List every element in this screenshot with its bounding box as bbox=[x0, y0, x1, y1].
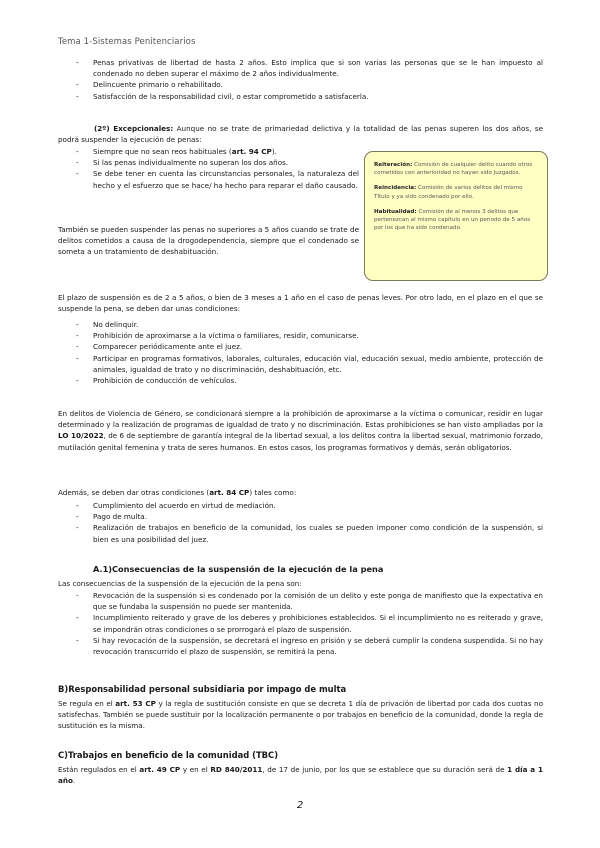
violencia-genero-paragraph: En delitos de Violencia de Género, se condicionará siempre a la prohibición de aproximarse a la víctima o comunicar, residir en lugar determinado y la realización de programas de igualdad de trato y no discriminación. Estas prohibiciones se han visto ampliadas por la LO 10/2022, de 6 de septiembre de garantía integral de la libertad sexual, a los delitos contra la libertad sexual, matrimonio forzado, mutilación genital femenina y trata de seres humanos. En estos casos, los programas formativos y demás, serán obligatorios. bbox=[58, 409, 543, 452]
list-item: - Revocación de la suspensión si es condenado por la comisión de un delito y este ponga de manifiesto que la expectativa en que se fundaba la suspensión no puede ser mantenida. bbox=[58, 590, 543, 612]
list-item: - Siempre que no sean reos habituales (art. 94 CP). bbox=[58, 146, 359, 157]
definitions-callout bbox=[364, 151, 548, 281]
section-c-heading: C)Trabajos en beneficio de la comunidad (TBC) bbox=[58, 750, 279, 760]
section-a1-intro: Las consecuencias de la suspensión de la ejecución de la pena son: bbox=[58, 579, 302, 588]
section-b-paragraph: Se regula en el art. 53 CP y la regla de sustitución consiste en que se decreta 1 día de privación de libertad por cada dos cuotas no satisfechas. También se puede sustituir por la localización permanente o por trabajos en beneficio de la comunidad, donde la regla de sustitución es la misma. bbox=[58, 699, 543, 731]
list-item: - Se debe tener en cuenta las circunstancias personales, la naturaleza del hecho y el esfuerzo que se hace/ ha hecho para reparar el daño causado. bbox=[58, 168, 359, 190]
list-item: - No delinquir. bbox=[58, 319, 543, 330]
list-item: - Realización de trabajos en beneficio de la comunidad, los cuales se pueden imponer como condición de la suspensión, si bien es una posibilidad del juez. bbox=[58, 522, 543, 544]
list-item: - Participar en programas formativos, laborales, culturales, educación vial, educación sexual, medio ambiente, protección de animales, igualdad de trato y no discriminación, deshabituación, etc. bbox=[58, 353, 543, 375]
plazo-paragraph: El plazo de suspensión es de 2 a 5 años, o bien de 3 meses a 1 año en el caso de penas leves. Por otro lado, en el plazo en el que se suspende la pena, se deben dar unas condiciones: bbox=[58, 293, 543, 314]
section-b-heading: B)Responsabilidad personal subsidiaria por impago de multa bbox=[58, 684, 347, 694]
list-item: - Prohibición de conducción de vehículos. bbox=[58, 375, 543, 386]
list-item: - Satisfacción de la responsabilidad civil, o estar comprometido a satisfacerla. bbox=[58, 91, 543, 102]
reiteracion-definition: Reiteración: Comisión de cualquier delito cuando otros cometidos con anterioridad no hayan sido juzgados. bbox=[374, 162, 533, 177]
requirements-list bbox=[58, 57, 543, 102]
excepcionales-label: (2º) Excepcionales: bbox=[94, 124, 174, 133]
page-header: Tema 1-Sistemas Penitenciarios bbox=[58, 37, 196, 47]
conditions-list bbox=[58, 319, 543, 386]
section-c-paragraph: Están regulados en el art. 49 CP y en el RD 840/2011, de 17 de junio, por los que se establece que su duración será de 1 día a 1 año. bbox=[58, 765, 543, 786]
list-item: - Prohibición de aproximarse a la víctima o familiares, residir, comunicarse. bbox=[58, 330, 543, 341]
list-item: - Incumplimiento reiterado y grave de los deberes y prohibiciones establecidos. Si el incumplimiento no es reiterado y grave, se impondrán otras condiciones o se prorrogará el plazo de suspensión. bbox=[58, 612, 543, 634]
ademas-paragraph: Además, se deben dar otras condiciones (art. 84 CP) tales como: bbox=[58, 488, 297, 497]
excepcionales-list bbox=[58, 146, 359, 191]
list-item: - Comparecer periódicamente ante el juez. bbox=[58, 341, 543, 352]
list-item: - Penas privativas de libertad de hasta 2 años. Esto implica que si son varias las personas que se le han impuesto al condenado no deben superar el máximo de 2 años individualmente. bbox=[58, 57, 543, 79]
excepcionales-paragraph: (2º) Excepcionales: Aunque no se trate de primariedad delictiva y la totalidad de las penas superen los dos años, se podrá suspender la ejecución de penas: bbox=[58, 124, 543, 145]
list-item: - Delincuente primario o rehabilitado. bbox=[58, 79, 543, 90]
reincidencia-definition: Reincidencia: Comisión de varios delitos del mismo Título y ya sido condenado por ello. bbox=[374, 185, 523, 200]
page-number: 2 bbox=[296, 800, 304, 811]
drogodependencia-paragraph: También se pueden suspender las penas no superiores a 5 años cuando se trate de delitos cometidos a causa de la drogodependencia, siempre que el condenado se someta a un tratamiento de deshabituación. bbox=[58, 225, 359, 257]
list-item: - Cumplimiento del acuerdo en virtud de mediación. bbox=[58, 500, 543, 511]
section-a1-heading: A.1)Consecuencias de la suspensión de la ejecución de la pena bbox=[93, 564, 384, 574]
list-item: - Si las penas individualmente no superan los dos años. bbox=[58, 157, 359, 168]
list-item: - Si hay revocación de la suspensión, se decretará el ingreso en prisión y se deberá cumplir la condena suspendida. Si no hay revocación transcurrido el plazo de suspensión, se remitirá la pena. bbox=[58, 635, 543, 657]
list-item: - Pago de multa. bbox=[58, 511, 543, 522]
other-conditions-list bbox=[58, 500, 543, 545]
consequences-list bbox=[58, 590, 543, 657]
habitualidad-definition: Habitualidad: Comisión de al menos 3 delitos que pertenezcan al mismo capítulo en un periodo de 5 años por los que ha sido condenado. bbox=[374, 208, 531, 232]
